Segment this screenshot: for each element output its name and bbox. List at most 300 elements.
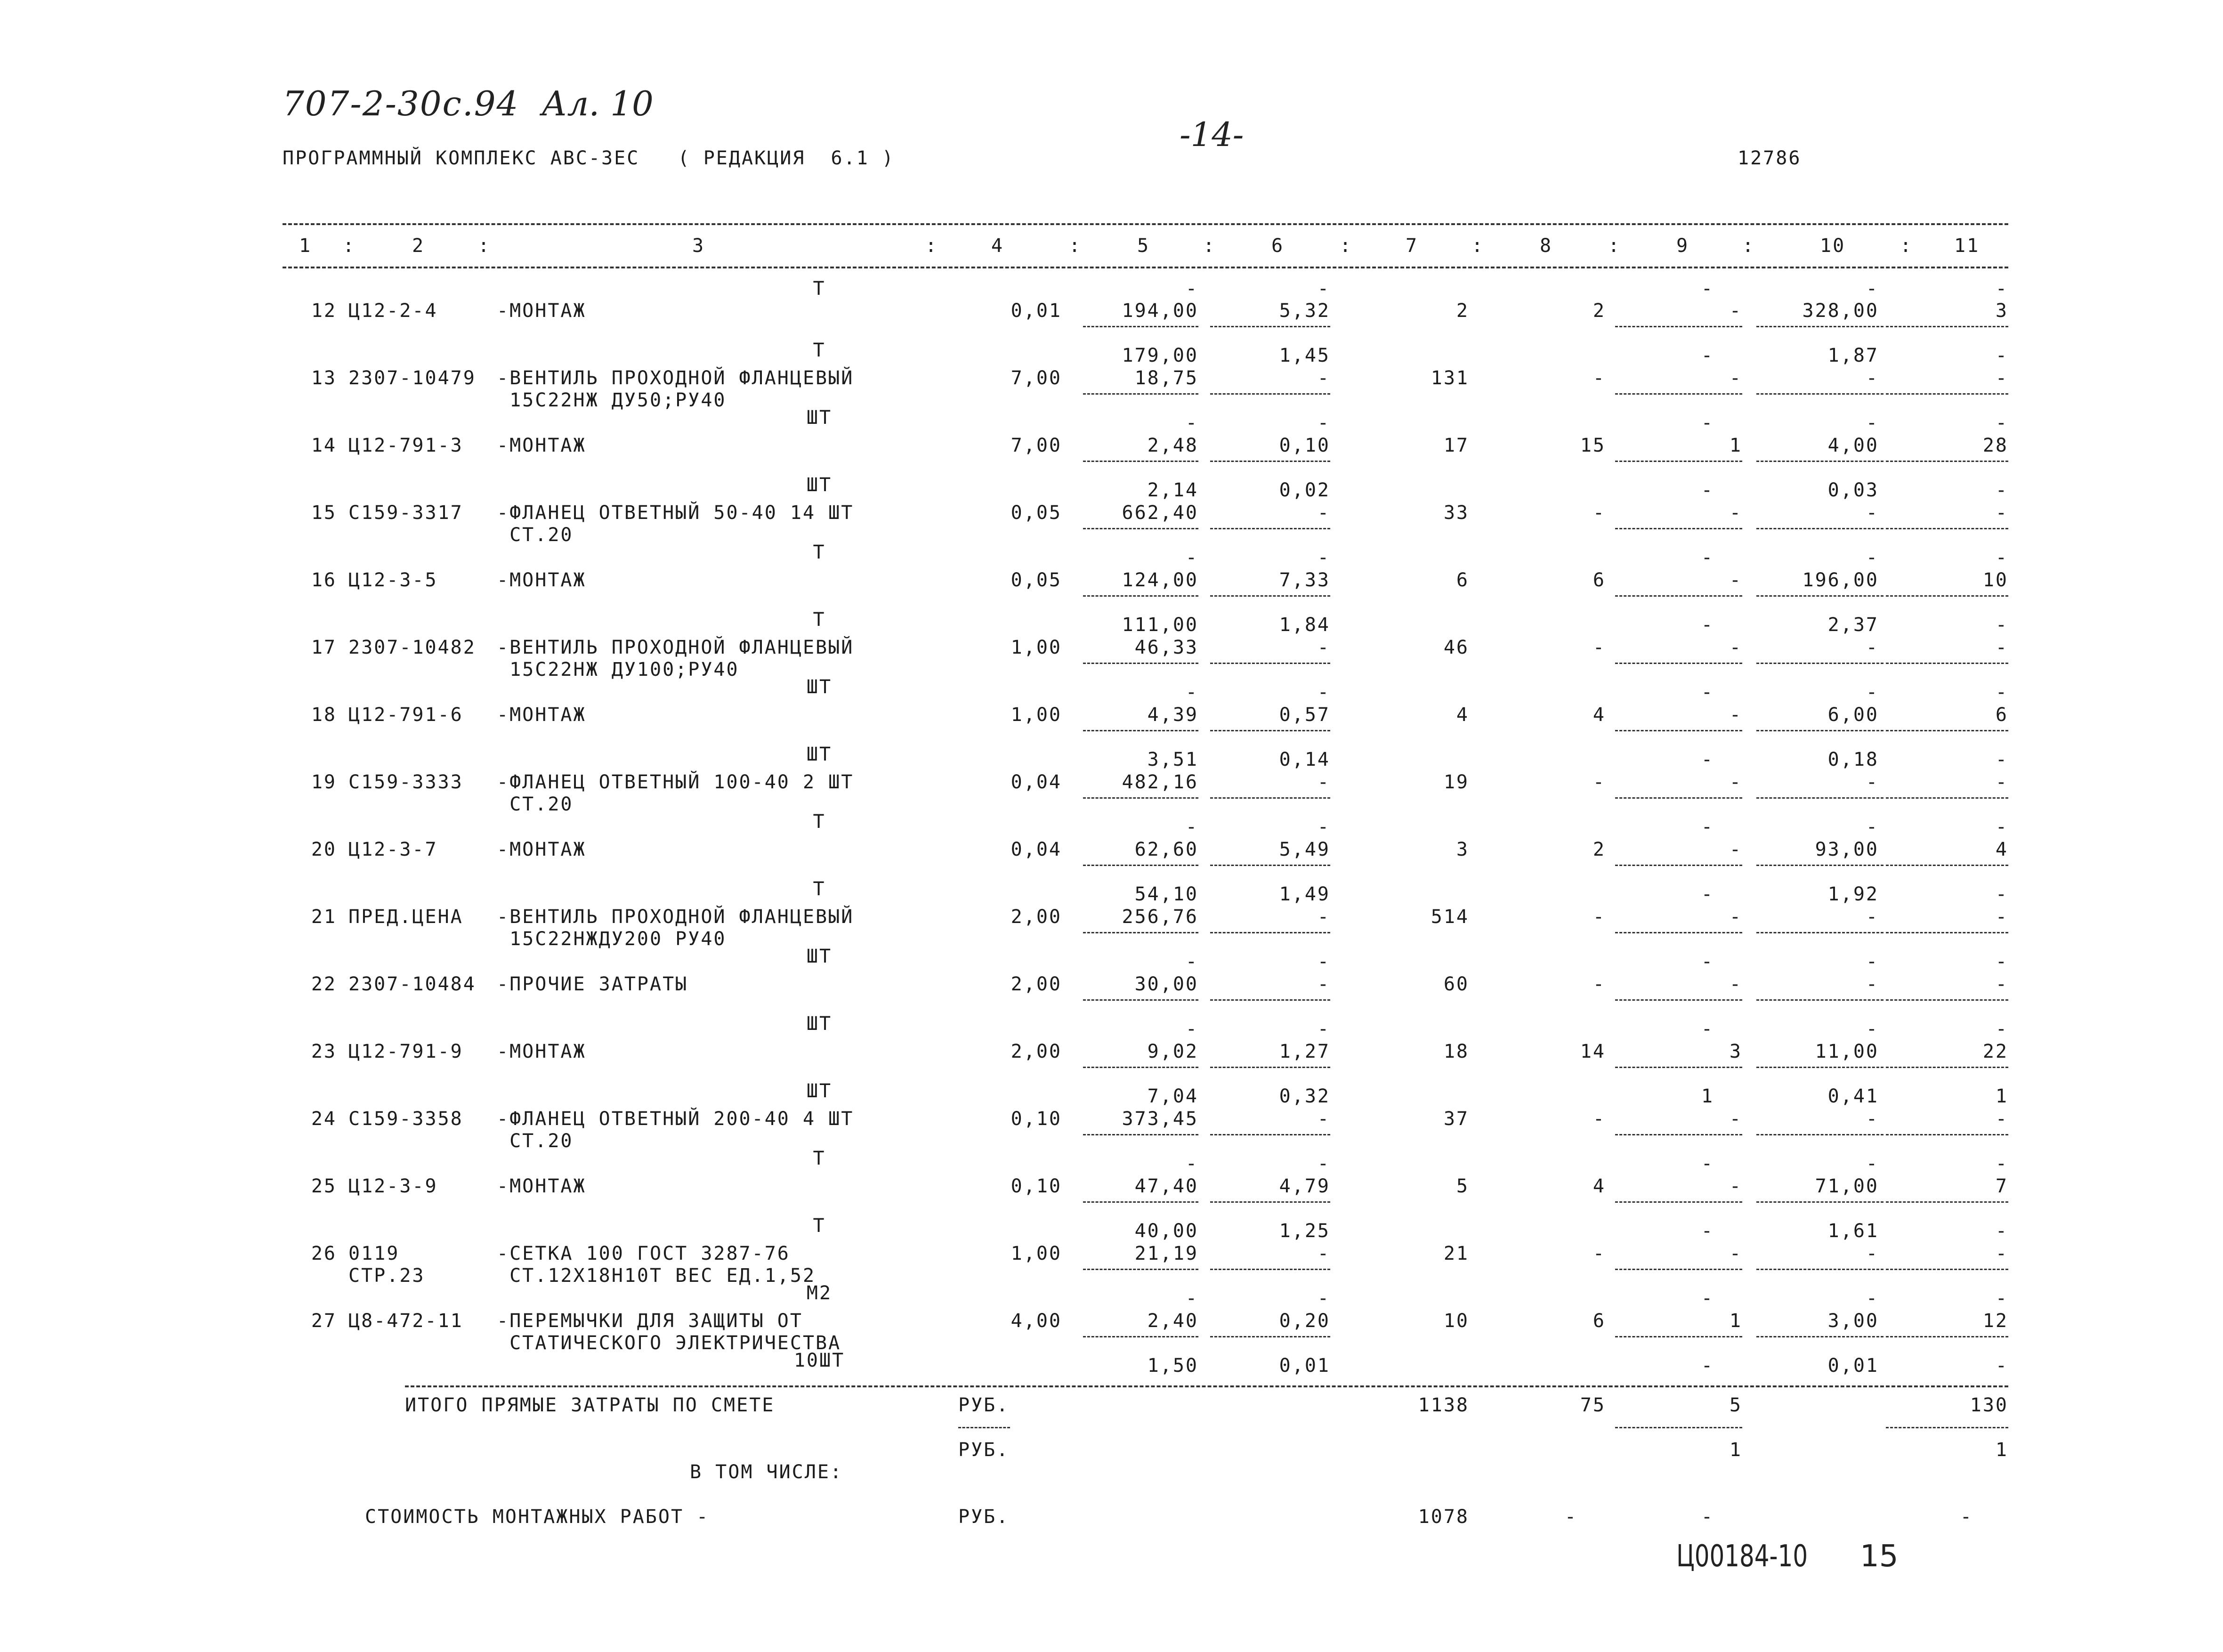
row-col5: 256,76	[1122, 906, 1198, 928]
row-col9: -	[1729, 906, 1742, 928]
row-col9: -	[1729, 637, 1742, 658]
row-col5: 662,40	[1122, 502, 1198, 524]
row-col10-rule	[1756, 326, 1883, 327]
row-col5-rule	[1083, 461, 1198, 462]
column-separator: :	[1069, 235, 1082, 257]
row-col5: 9,02	[1147, 1041, 1198, 1062]
row-col5-sub: 1,50	[1147, 1355, 1198, 1377]
row-col5-rule	[1083, 1336, 1198, 1337]
row-col11-rule	[1886, 797, 2008, 799]
row-unit: М2	[806, 1282, 833, 1304]
row-col9-sub: -	[1701, 479, 1714, 501]
row-col7: 21	[1443, 1243, 1469, 1264]
row-description: -СЕТКА 100 ГОСТ 3287-76	[497, 1243, 790, 1264]
row-col6-rule	[1210, 1269, 1330, 1270]
row-col9-sub: -	[1701, 345, 1714, 366]
row-quantity: 1,00	[1010, 1243, 1062, 1264]
row-col5: 373,45	[1122, 1108, 1198, 1130]
row-col10: 4,00	[1827, 435, 1879, 456]
row-description: -ФЛАНЕЦ ОТВЕТНЫЙ 50-40 14 ШТ	[497, 502, 854, 524]
row-col11-top: -	[1995, 278, 2008, 300]
row-col11-sub: -	[1995, 681, 2008, 703]
row-col5-rule	[1083, 1201, 1198, 1203]
column-separator: :	[1608, 235, 1621, 257]
row-col9-sub: -	[1701, 883, 1714, 905]
row-number: 18	[311, 704, 337, 726]
row-col8: -	[1592, 1243, 1606, 1264]
row-col10-sub: -	[1866, 547, 1879, 568]
install-cost-col7: 1078	[1418, 1506, 1469, 1528]
row-col10: 11,00	[1815, 1041, 1879, 1062]
column-header-1: 1	[299, 235, 312, 257]
row-description: СТАТИЧЕСКОГО ЭЛЕКТРИЧЕСТВА	[497, 1332, 841, 1354]
row-code: Ц8-472-11	[348, 1310, 463, 1332]
row-col9-rule	[1615, 461, 1742, 462]
row-col8: -	[1592, 973, 1606, 995]
row-unit: Т	[813, 609, 826, 631]
install-cost-col9: -	[1701, 1506, 1714, 1528]
row-col7: 60	[1443, 973, 1469, 995]
row-col7: 2	[1456, 300, 1469, 322]
row-col5-sub: -	[1185, 547, 1198, 568]
row-col11-sub: -	[1995, 345, 2008, 366]
row-unit: ШТ	[806, 474, 833, 496]
row-col10: 3,00	[1827, 1310, 1879, 1332]
row-col5-sub: 111,00	[1122, 614, 1198, 636]
row-quantity: 7,00	[1010, 435, 1062, 456]
row-number: 27	[311, 1310, 337, 1332]
column-separator: :	[925, 235, 938, 257]
row-col10-rule	[1756, 663, 1883, 664]
install-cost-col8: -	[1564, 1506, 1577, 1528]
column-header-5: 5	[1137, 235, 1150, 257]
row-col10-top: -	[1866, 278, 1879, 300]
row-col8: -	[1592, 906, 1606, 928]
row-col10: -	[1866, 906, 1879, 928]
totals-col9-rule	[1615, 1427, 1742, 1428]
row-col10-rule	[1756, 595, 1883, 597]
row-col5-sub: -	[1185, 681, 1198, 703]
row-col9-sub: -	[1701, 749, 1714, 770]
row-quantity: 0,10	[1010, 1175, 1062, 1197]
row-col5-sub: 54,10	[1134, 883, 1198, 905]
column-separator: :	[478, 235, 491, 257]
row-col6-sub: 0,32	[1279, 1085, 1330, 1107]
row-description: -ФЛАНЕЦ ОТВЕТНЫЙ 200-40 4 ШТ	[497, 1108, 854, 1130]
row-col5-sub: 40,00	[1134, 1220, 1198, 1242]
row-col9-rule	[1615, 865, 1742, 866]
row-code: 2307-10479	[348, 367, 476, 389]
row-description: -МОНТАЖ	[497, 300, 586, 322]
row-col9-sub: 1	[1701, 1085, 1714, 1107]
row-col9: -	[1729, 771, 1742, 793]
row-col10-sub: 0,03	[1827, 479, 1879, 501]
row-col10-sub: 0,01	[1827, 1355, 1879, 1377]
row-col9-sub: -	[1701, 1153, 1714, 1174]
row-col11-rule	[1886, 1134, 2008, 1135]
row-col11: -	[1995, 367, 2008, 389]
handwritten-stamp-code: Ц00184-10	[1676, 1539, 1808, 1574]
row-col6-rule	[1210, 1336, 1330, 1337]
row-col11-rule	[1886, 1067, 2008, 1068]
row-quantity: 0,04	[1010, 771, 1062, 793]
row-col10: -	[1866, 1108, 1879, 1130]
row-col6-rule	[1210, 999, 1330, 1001]
row-col9-rule	[1615, 393, 1742, 395]
row-col6-sub: -	[1317, 1288, 1330, 1309]
row-code: С159-3358	[348, 1108, 463, 1130]
row-col8: 2	[1592, 300, 1606, 322]
row-col11-sub: -	[1995, 547, 2008, 568]
row-description: 15С22НЖ ДУ100;РУ40	[497, 659, 739, 680]
row-col7: 5	[1456, 1175, 1469, 1197]
row-col9-rule	[1615, 1269, 1742, 1270]
install-cost-unit: РУБ.	[958, 1506, 1010, 1528]
row-col6-rule	[1210, 393, 1330, 395]
row-description: -МОНТАЖ	[497, 1041, 586, 1062]
row-col9-rule	[1615, 326, 1742, 327]
row-col10: -	[1866, 771, 1879, 793]
row-col6-sub: -	[1317, 951, 1330, 972]
row-col10: 196,00	[1802, 569, 1879, 591]
row-code: ПРЕД.ЦЕНА	[348, 906, 463, 928]
row-col10-sub: -	[1866, 1153, 1879, 1174]
row-unit: Т	[813, 811, 826, 833]
totals-col7: 1138	[1418, 1394, 1469, 1416]
row-col5-rule	[1083, 1134, 1198, 1135]
row-col11-sub: -	[1995, 951, 2008, 972]
row-col9-rule	[1615, 1134, 1742, 1135]
row-col5-rule	[1083, 1067, 1198, 1068]
row-col8: 15	[1580, 435, 1606, 456]
row-description: -МОНТАЖ	[497, 435, 586, 456]
column-header-7: 7	[1406, 235, 1419, 257]
row-col9-rule	[1615, 528, 1742, 529]
totals-unit-rule	[958, 1427, 1010, 1428]
row-col6-sub: 1,49	[1279, 883, 1330, 905]
row-col9-rule	[1615, 730, 1742, 731]
row-col8: 6	[1592, 1310, 1606, 1332]
row-col5-sub: 179,00	[1122, 345, 1198, 366]
page-number: -14-	[1180, 115, 1244, 154]
row-col5-rule	[1083, 595, 1198, 597]
row-number: 26	[311, 1243, 337, 1264]
row-description: -ФЛАНЕЦ ОТВЕТНЫЙ 100-40 2 ШТ	[497, 771, 854, 793]
row-col7: 6	[1456, 569, 1469, 591]
row-col9-sub: -	[1701, 951, 1714, 972]
header-rule-top	[283, 223, 2008, 225]
program-line: ПРОГРАММНЫЙ КОМПЛЕКС АВС-ЗЕС ( РЕДАКЦИЯ 6.1 )	[283, 147, 895, 169]
row-col11: -	[1995, 502, 2008, 524]
row-col8: 14	[1580, 1041, 1606, 1062]
row-unit: ШТ	[806, 1080, 833, 1102]
row-quantity: 2,00	[1010, 1041, 1062, 1062]
row-col11-sub: -	[1995, 1355, 2008, 1377]
row-col9-sub: -	[1701, 614, 1714, 636]
row-description: СТ.12Х18Н10Т ВЕС ЕД.1,52	[497, 1265, 816, 1287]
row-col10-rule	[1756, 1067, 1883, 1068]
row-col7: 514	[1431, 906, 1469, 928]
row-col5-sub: -	[1185, 816, 1198, 838]
row-col10-sub: 1,87	[1827, 345, 1879, 366]
row-col6-sub: -	[1317, 412, 1330, 434]
row-col11: -	[1995, 973, 2008, 995]
row-col6-rule	[1210, 663, 1330, 664]
row-col10-sub: -	[1866, 681, 1879, 703]
row-col10-rule	[1756, 1269, 1883, 1270]
row-description: -МОНТАЖ	[497, 569, 586, 591]
row-col5-rule	[1083, 528, 1198, 529]
totals-col8: 75	[1580, 1394, 1606, 1416]
row-col10-sub: 1,61	[1827, 1220, 1879, 1242]
row-code: 2307-10484	[348, 973, 476, 995]
row-quantity: 1,00	[1010, 704, 1062, 726]
row-unit: ШТ	[806, 676, 833, 698]
row-description: -ВЕНТИЛЬ ПРОХОДНОЙ ФЛАНЦЕВЫЙ	[497, 906, 854, 928]
row-col8: 6	[1592, 569, 1606, 591]
row-col11: 6	[1995, 704, 2008, 726]
row-unit-top: Т	[813, 278, 826, 300]
row-code: 2307-10482	[348, 637, 476, 658]
row-col6: -	[1317, 367, 1330, 389]
row-col6-sub: -	[1317, 816, 1330, 838]
totals-col11-rule	[1886, 1427, 2008, 1428]
row-code: Ц12-791-3	[348, 435, 463, 456]
row-col5-rule	[1083, 1269, 1198, 1270]
row-col9-sub: -	[1701, 1018, 1714, 1040]
row-col8: -	[1592, 771, 1606, 793]
row-number: 16	[311, 569, 337, 591]
row-col5-sub: -	[1185, 1018, 1198, 1040]
row-col10-rule	[1756, 461, 1883, 462]
row-col8: -	[1592, 637, 1606, 658]
row-col10-sub: -	[1866, 1018, 1879, 1040]
row-number: 24	[311, 1108, 337, 1130]
row-col6-rule	[1210, 595, 1330, 597]
row-col9: 3	[1729, 1041, 1742, 1062]
row-unit: 10ШТ	[793, 1350, 845, 1371]
row-col11-sub: -	[1995, 479, 2008, 501]
totals-unit: РУБ.	[958, 1394, 1010, 1416]
row-col11-rule	[1886, 595, 2008, 597]
row-col11-sub: 1	[1995, 1085, 2008, 1107]
row-col9: -	[1729, 300, 1742, 322]
row-col11: 4	[1995, 839, 2008, 860]
row-col9-rule	[1615, 932, 1742, 933]
row-col5: 2,40	[1147, 1310, 1198, 1332]
row-col8: 4	[1592, 1175, 1606, 1197]
row-description: 15С22НЖДУ200 РУ40	[497, 928, 727, 950]
row-description: -МОНТАЖ	[497, 839, 586, 860]
column-separator: :	[1340, 235, 1353, 257]
row-col5-rule	[1083, 326, 1198, 327]
row-col6-sub: 0,01	[1279, 1355, 1330, 1377]
column-header-3: 3	[692, 235, 705, 257]
row-col10-sub: -	[1866, 816, 1879, 838]
totals-unit-2: РУБ.	[958, 1439, 1010, 1461]
row-col6: -	[1317, 502, 1330, 524]
row-col5-sub: 2,14	[1147, 479, 1198, 501]
row-description: -ПРОЧИЕ ЗАТРАТЫ	[497, 973, 688, 995]
row-col10-sub: -	[1866, 951, 1879, 972]
row-col5: 2,48	[1147, 435, 1198, 456]
row-col5-top: -	[1185, 278, 1198, 300]
column-header-2: 2	[412, 235, 425, 257]
row-quantity: 4,00	[1010, 1310, 1062, 1332]
row-col5-rule	[1083, 393, 1198, 395]
row-quantity: 2,00	[1010, 906, 1062, 928]
row-col11: 12	[1982, 1310, 2008, 1332]
header-rule-bottom	[283, 267, 2008, 268]
row-number: 15	[311, 502, 337, 524]
row-quantity: 1,00	[1010, 637, 1062, 658]
row-col5-rule	[1083, 932, 1198, 933]
row-code-secondary: СТР.23	[348, 1265, 425, 1287]
row-col5: 18,75	[1134, 367, 1198, 389]
row-col9: -	[1729, 1243, 1742, 1264]
row-description: СТ.20	[497, 524, 574, 546]
row-col11-sub: -	[1995, 412, 2008, 434]
row-quantity: 2,00	[1010, 973, 1062, 995]
row-col9: -	[1729, 502, 1742, 524]
row-unit: ШТ	[806, 744, 833, 765]
row-col10-rule	[1756, 730, 1883, 731]
row-col11: 28	[1982, 435, 2008, 456]
row-col6-rule	[1210, 1201, 1330, 1203]
row-number: 14	[311, 435, 337, 456]
row-col9-sub: -	[1701, 412, 1714, 434]
row-col5-rule	[1083, 999, 1198, 1001]
row-col10-sub: 0,18	[1827, 749, 1879, 770]
totals-col9: 5	[1729, 1394, 1742, 1416]
totals-rule	[405, 1385, 2008, 1387]
row-col9: -	[1729, 973, 1742, 995]
row-description: 15С22НЖ ДУ50;РУ40	[497, 389, 727, 411]
row-col6: 0,10	[1279, 435, 1330, 456]
row-quantity: 0,05	[1010, 502, 1062, 524]
row-col8: -	[1592, 367, 1606, 389]
row-code: Ц12-791-9	[348, 1041, 463, 1062]
totals-col11: 130	[1970, 1394, 2008, 1416]
row-col9: -	[1729, 1175, 1742, 1197]
row-col11-rule	[1886, 1201, 2008, 1203]
row-col8: 2	[1592, 839, 1606, 860]
row-col11-rule	[1886, 663, 2008, 664]
row-col9-rule	[1615, 1067, 1742, 1068]
row-col9: -	[1729, 704, 1742, 726]
row-code: Ц12-791-6	[348, 704, 463, 726]
row-col11-sub: -	[1995, 1288, 2008, 1309]
row-col11-sub: -	[1995, 883, 2008, 905]
row-col11: -	[1995, 1243, 2008, 1264]
row-col10: 6,00	[1827, 704, 1879, 726]
row-number: 23	[311, 1041, 337, 1062]
row-quantity: 0,05	[1010, 569, 1062, 591]
row-code: Ц12-3-5	[348, 569, 438, 591]
handwritten-project-code: 707-2-30с.94	[283, 84, 519, 123]
row-unit: Т	[813, 1148, 826, 1169]
row-col9: 1	[1729, 1310, 1742, 1332]
row-col6-sub: 0,14	[1279, 749, 1330, 770]
row-col6-rule	[1210, 865, 1330, 866]
row-col6: -	[1317, 906, 1330, 928]
row-col6-rule	[1210, 326, 1330, 327]
row-col6-top: -	[1317, 278, 1330, 300]
row-col9-sub: -	[1701, 547, 1714, 568]
row-description: СТ.20	[497, 1130, 574, 1152]
row-code: 0119	[348, 1243, 400, 1264]
row-col10-rule	[1756, 528, 1883, 529]
row-col11-rule	[1886, 730, 2008, 731]
column-separator: :	[343, 235, 356, 257]
row-col11: 7	[1995, 1175, 2008, 1197]
row-col6-sub: 1,84	[1279, 614, 1330, 636]
column-header-11: 11	[1954, 235, 1980, 257]
row-number: 13	[311, 367, 337, 389]
row-unit: ШТ	[806, 1013, 833, 1035]
row-code: С159-3333	[348, 771, 463, 793]
row-code: Ц12-3-7	[348, 839, 438, 860]
row-col8: 4	[1592, 704, 1606, 726]
row-description: СТ.20	[497, 794, 574, 815]
row-description: -МОНТАЖ	[497, 704, 586, 726]
row-col5-rule	[1083, 663, 1198, 664]
row-col10: -	[1866, 973, 1879, 995]
row-col6: 5,32	[1279, 300, 1330, 322]
row-col5: 21,19	[1134, 1243, 1198, 1264]
row-col11: 22	[1982, 1041, 2008, 1062]
row-col10-sub: 0,41	[1827, 1085, 1879, 1107]
row-col10: -	[1866, 502, 1879, 524]
row-col5-rule	[1083, 797, 1198, 799]
row-col5: 47,40	[1134, 1175, 1198, 1197]
row-col10-sub: -	[1866, 412, 1879, 434]
row-col10-sub: 2,37	[1827, 614, 1879, 636]
column-header-10: 10	[1820, 235, 1846, 257]
row-col7: 19	[1443, 771, 1469, 793]
row-code: Ц12-2-4	[348, 300, 438, 322]
row-description: -ПЕРЕМЫЧКИ ДЛЯ ЗАЩИТЫ ОТ	[497, 1310, 803, 1332]
row-description: -ВЕНТИЛЬ ПРОХОДНОЙ ФЛАНЦЕВЫЙ	[497, 637, 854, 658]
row-col6-rule	[1210, 730, 1330, 731]
row-col6-rule	[1210, 797, 1330, 799]
row-col11: -	[1995, 906, 2008, 928]
column-header-8: 8	[1540, 235, 1553, 257]
row-col6-sub: -	[1317, 1153, 1330, 1174]
row-col9: -	[1729, 367, 1742, 389]
row-col10-rule	[1756, 932, 1883, 933]
row-col9-sub: -	[1701, 816, 1714, 838]
row-unit: Т	[813, 1215, 826, 1237]
column-separator: :	[1203, 235, 1216, 257]
row-unit: ШТ	[806, 407, 833, 429]
row-col7: 131	[1431, 367, 1469, 389]
row-col5-sub: -	[1185, 412, 1198, 434]
row-col6: 7,33	[1279, 569, 1330, 591]
row-col10: -	[1866, 367, 1879, 389]
row-col11-rule	[1886, 865, 2008, 866]
column-separator: :	[1900, 235, 1913, 257]
install-cost-col11: -	[1960, 1506, 1973, 1528]
row-col5: 30,00	[1134, 973, 1198, 995]
row-col10-rule	[1756, 1134, 1883, 1135]
row-col6: 1,27	[1279, 1041, 1330, 1062]
handwritten-sheet-label: Ал. 10	[542, 84, 654, 123]
row-col10-rule	[1756, 393, 1883, 395]
row-col5-sub: -	[1185, 1153, 1198, 1174]
row-col6-rule	[1210, 461, 1330, 462]
row-col9-top: -	[1701, 278, 1714, 300]
